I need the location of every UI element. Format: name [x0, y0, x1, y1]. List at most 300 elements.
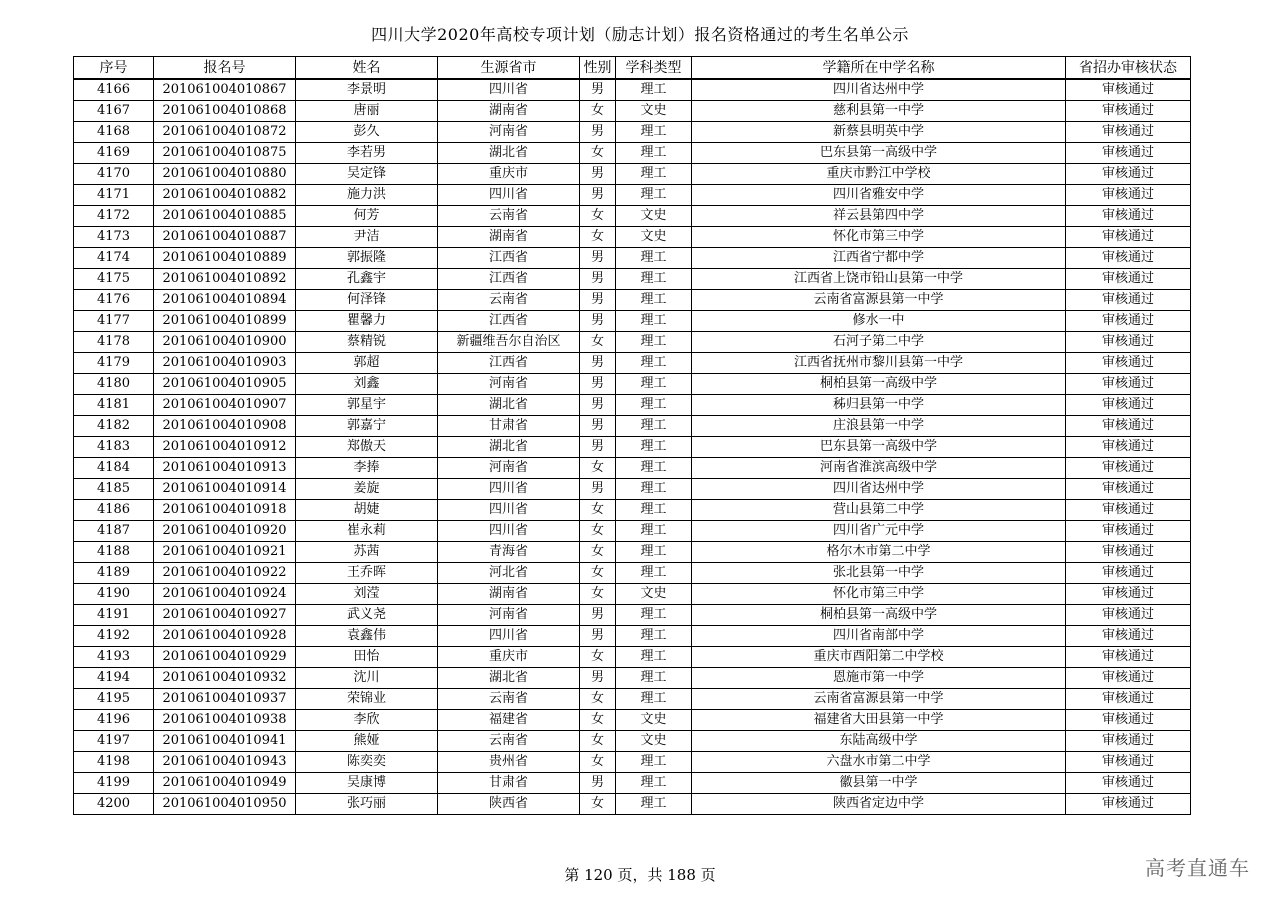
- cell-subject-type: 理工: [616, 290, 692, 311]
- cell-gender: 男: [580, 164, 616, 185]
- cell-school-name: 四川省南部中学: [692, 626, 1066, 647]
- cell-review-status: 审核通过: [1066, 206, 1191, 227]
- cell-registration-number: 201061004010920: [154, 521, 296, 542]
- cell-index: 4168: [74, 122, 154, 143]
- cell-registration-number: 201061004010908: [154, 416, 296, 437]
- cell-registration-number: 201061004010950: [154, 794, 296, 815]
- table-row: [74, 647, 1191, 668]
- cell-name: 施力洪: [296, 185, 438, 206]
- header-index: 序号: [74, 57, 154, 80]
- cell-province: 青海省: [438, 542, 580, 563]
- cell-school-name: 新蔡县明英中学: [692, 122, 1066, 143]
- cell-school-name: 河南省淮滨高级中学: [692, 458, 1066, 479]
- cell-school-name: 东陆高级中学: [692, 731, 1066, 752]
- cell-school-name: 四川省达州中学: [692, 79, 1066, 101]
- cell-subject-type: 理工: [616, 353, 692, 374]
- cell-review-status: 审核通过: [1066, 458, 1191, 479]
- cell-index: 4191: [74, 605, 154, 626]
- cell-school-name: 徽县第一中学: [692, 773, 1066, 794]
- table-row: [74, 374, 1191, 395]
- cell-gender: 男: [580, 353, 616, 374]
- cell-gender: 男: [580, 395, 616, 416]
- cell-name: 郭星宇: [296, 395, 438, 416]
- cell-province: 重庆市: [438, 164, 580, 185]
- table-row: [74, 164, 1191, 185]
- header-registration-number: 报名号: [154, 57, 296, 80]
- cell-province: 四川省: [438, 185, 580, 206]
- cell-province: 重庆市: [438, 647, 580, 668]
- cell-review-status: 审核通过: [1066, 710, 1191, 731]
- cell-index: 4190: [74, 584, 154, 605]
- cell-province: 湖南省: [438, 584, 580, 605]
- cell-index: 4187: [74, 521, 154, 542]
- cell-gender: 女: [580, 143, 616, 164]
- cell-subject-type: 理工: [616, 416, 692, 437]
- cell-name: 武义尧: [296, 605, 438, 626]
- cell-province: 湖北省: [438, 668, 580, 689]
- cell-province: 云南省: [438, 689, 580, 710]
- cell-name: 孔鑫宇: [296, 269, 438, 290]
- cell-registration-number: 201061004010932: [154, 668, 296, 689]
- cell-index: 4189: [74, 563, 154, 584]
- cell-province: 四川省: [438, 521, 580, 542]
- cell-gender: 女: [580, 101, 616, 122]
- cell-gender: 女: [580, 689, 616, 710]
- cell-subject-type: 理工: [616, 311, 692, 332]
- cell-name: 张巧丽: [296, 794, 438, 815]
- cell-registration-number: 201061004010937: [154, 689, 296, 710]
- cell-gender: 男: [580, 248, 616, 269]
- cell-index: 4193: [74, 647, 154, 668]
- table-row: [74, 584, 1191, 605]
- cell-subject-type: 文史: [616, 584, 692, 605]
- table-row: [74, 626, 1191, 647]
- table-row: [74, 752, 1191, 773]
- cell-registration-number: 201061004010880: [154, 164, 296, 185]
- cell-gender: 男: [580, 668, 616, 689]
- cell-index: 4200: [74, 794, 154, 815]
- cell-review-status: 审核通过: [1066, 143, 1191, 164]
- cell-name: 袁鑫伟: [296, 626, 438, 647]
- cell-subject-type: 文史: [616, 206, 692, 227]
- cell-school-name: 江西省上饶市铅山县第一中学: [692, 269, 1066, 290]
- cell-index: 4177: [74, 311, 154, 332]
- cell-province: 贵州省: [438, 752, 580, 773]
- header-subject-type: 学科类型: [616, 57, 692, 80]
- cell-province: 江西省: [438, 353, 580, 374]
- cell-subject-type: 文史: [616, 101, 692, 122]
- cell-review-status: 审核通过: [1066, 79, 1191, 101]
- cell-name: 郭超: [296, 353, 438, 374]
- cell-province: 云南省: [438, 290, 580, 311]
- cell-subject-type: 理工: [616, 248, 692, 269]
- cell-review-status: 审核通过: [1066, 479, 1191, 500]
- table-row: [74, 437, 1191, 458]
- cell-name: 陈奕奕: [296, 752, 438, 773]
- cell-province: 湖南省: [438, 101, 580, 122]
- cell-province: 四川省: [438, 500, 580, 521]
- cell-registration-number: 201061004010889: [154, 248, 296, 269]
- cell-school-name: 巴东县第一高级中学: [692, 143, 1066, 164]
- table-row: [74, 542, 1191, 563]
- cell-index: 4196: [74, 710, 154, 731]
- header-school-name: 学籍所在中学名称: [692, 57, 1066, 80]
- cell-province: 云南省: [438, 731, 580, 752]
- cell-review-status: 审核通过: [1066, 332, 1191, 353]
- cell-province: 新疆维吾尔自治区: [438, 332, 580, 353]
- cell-registration-number: 201061004010928: [154, 626, 296, 647]
- cell-name: 尹洁: [296, 227, 438, 248]
- cell-index: 4176: [74, 290, 154, 311]
- cell-school-name: 江西省抚州市黎川县第一中学: [692, 353, 1066, 374]
- cell-gender: 男: [580, 269, 616, 290]
- cell-name: 何泽锋: [296, 290, 438, 311]
- cell-review-status: 审核通过: [1066, 794, 1191, 815]
- table-row: [74, 773, 1191, 794]
- cell-province: 云南省: [438, 206, 580, 227]
- cell-school-name: 桐柏县第一高级中学: [692, 374, 1066, 395]
- cell-gender: 男: [580, 605, 616, 626]
- cell-review-status: 审核通过: [1066, 542, 1191, 563]
- cell-registration-number: 201061004010868: [154, 101, 296, 122]
- cell-name: 苏茜: [296, 542, 438, 563]
- cell-registration-number: 201061004010887: [154, 227, 296, 248]
- cell-gender: 女: [580, 752, 616, 773]
- cell-registration-number: 201061004010922: [154, 563, 296, 584]
- cell-gender: 女: [580, 584, 616, 605]
- cell-school-name: 四川省达州中学: [692, 479, 1066, 500]
- cell-review-status: 审核通过: [1066, 752, 1191, 773]
- cell-gender: 女: [580, 500, 616, 521]
- cell-review-status: 审核通过: [1066, 269, 1191, 290]
- cell-registration-number: 201061004010929: [154, 647, 296, 668]
- cell-name: 李若男: [296, 143, 438, 164]
- cell-registration-number: 201061004010912: [154, 437, 296, 458]
- cell-subject-type: 文史: [616, 710, 692, 731]
- cell-name: 荣锦业: [296, 689, 438, 710]
- cell-registration-number: 201061004010892: [154, 269, 296, 290]
- cell-province: 湖北省: [438, 395, 580, 416]
- cell-registration-number: 201061004010900: [154, 332, 296, 353]
- cell-subject-type: 文史: [616, 227, 692, 248]
- cell-registration-number: 201061004010894: [154, 290, 296, 311]
- cell-school-name: 福建省大田县第一中学: [692, 710, 1066, 731]
- cell-name: 蔡精锐: [296, 332, 438, 353]
- cell-province: 甘肃省: [438, 416, 580, 437]
- cell-name: 崔永莉: [296, 521, 438, 542]
- cell-review-status: 审核通过: [1066, 773, 1191, 794]
- cell-review-status: 审核通过: [1066, 437, 1191, 458]
- cell-gender: 男: [580, 479, 616, 500]
- cell-gender: 女: [580, 710, 616, 731]
- cell-review-status: 审核通过: [1066, 395, 1191, 416]
- cell-registration-number: 201061004010914: [154, 479, 296, 500]
- cell-name: 唐丽: [296, 101, 438, 122]
- cell-review-status: 审核通过: [1066, 311, 1191, 332]
- cell-gender: 女: [580, 563, 616, 584]
- cell-gender: 男: [580, 416, 616, 437]
- cell-registration-number: 201061004010885: [154, 206, 296, 227]
- cell-subject-type: 理工: [616, 794, 692, 815]
- cell-school-name: 恩施市第一中学: [692, 668, 1066, 689]
- cell-gender: 男: [580, 773, 616, 794]
- cell-index: 4184: [74, 458, 154, 479]
- cell-subject-type: 理工: [616, 689, 692, 710]
- cell-registration-number: 201061004010913: [154, 458, 296, 479]
- table-row: [74, 668, 1191, 689]
- table-row: [74, 206, 1191, 227]
- cell-name: 郑傲天: [296, 437, 438, 458]
- cell-school-name: 怀化市第三中学: [692, 227, 1066, 248]
- cell-name: 瞿馨力: [296, 311, 438, 332]
- cell-gender: 女: [580, 647, 616, 668]
- cell-province: 河南省: [438, 122, 580, 143]
- cell-subject-type: 理工: [616, 521, 692, 542]
- cell-registration-number: 201061004010903: [154, 353, 296, 374]
- cell-review-status: 审核通过: [1066, 122, 1191, 143]
- cell-gender: 女: [580, 227, 616, 248]
- cell-review-status: 审核通过: [1066, 563, 1191, 584]
- table-row: [74, 79, 1191, 101]
- cell-registration-number: 201061004010905: [154, 374, 296, 395]
- cell-school-name: 怀化市第三中学: [692, 584, 1066, 605]
- cell-name: 沈川: [296, 668, 438, 689]
- cell-registration-number: 201061004010941: [154, 731, 296, 752]
- cell-registration-number: 201061004010918: [154, 500, 296, 521]
- cell-province: 四川省: [438, 479, 580, 500]
- cell-subject-type: 理工: [616, 79, 692, 101]
- cell-province: 福建省: [438, 710, 580, 731]
- cell-name: 何芳: [296, 206, 438, 227]
- table-row: [74, 710, 1191, 731]
- table-row: [74, 731, 1191, 752]
- cell-index: 4180: [74, 374, 154, 395]
- page-title: 四川大学2020年高校专项计划（励志计划）报名资格通过的考生名单公示: [371, 25, 909, 44]
- table-row: [74, 227, 1191, 248]
- page-footer: 第 120 页，共 188 页: [564, 866, 716, 884]
- cell-registration-number: 201061004010921: [154, 542, 296, 563]
- cell-review-status: 审核通过: [1066, 416, 1191, 437]
- table-row: [74, 689, 1191, 710]
- cell-subject-type: 理工: [616, 668, 692, 689]
- cell-index: 4175: [74, 269, 154, 290]
- cell-subject-type: 理工: [616, 164, 692, 185]
- cell-review-status: 审核通过: [1066, 731, 1191, 752]
- cell-index: 4192: [74, 626, 154, 647]
- cell-index: 4183: [74, 437, 154, 458]
- cell-subject-type: 理工: [616, 437, 692, 458]
- candidate-table: [73, 56, 1191, 815]
- cell-school-name: 云南省富源县第一中学: [692, 689, 1066, 710]
- table-row: [74, 521, 1191, 542]
- cell-index: 4172: [74, 206, 154, 227]
- cell-school-name: 祥云县第四中学: [692, 206, 1066, 227]
- cell-gender: 女: [580, 542, 616, 563]
- watermark: 高考直通车: [1145, 856, 1250, 880]
- cell-index: 4166: [74, 79, 154, 101]
- table-row: [74, 269, 1191, 290]
- table-row: [74, 353, 1191, 374]
- cell-gender: 男: [580, 122, 616, 143]
- cell-subject-type: 理工: [616, 479, 692, 500]
- cell-index: 4185: [74, 479, 154, 500]
- cell-index: 4173: [74, 227, 154, 248]
- table-row: [74, 500, 1191, 521]
- cell-review-status: 审核通过: [1066, 689, 1191, 710]
- table-row: [74, 311, 1191, 332]
- cell-registration-number: 201061004010872: [154, 122, 296, 143]
- cell-school-name: 营山县第二中学: [692, 500, 1066, 521]
- cell-index: 4195: [74, 689, 154, 710]
- cell-registration-number: 201061004010924: [154, 584, 296, 605]
- cell-subject-type: 理工: [616, 374, 692, 395]
- table-row: [74, 416, 1191, 437]
- cell-subject-type: 理工: [616, 269, 692, 290]
- table-row: [74, 185, 1191, 206]
- cell-province: 湖南省: [438, 227, 580, 248]
- cell-subject-type: 文史: [616, 731, 692, 752]
- cell-index: 4174: [74, 248, 154, 269]
- cell-name: 李欣: [296, 710, 438, 731]
- cell-gender: 女: [580, 206, 616, 227]
- cell-name: 吴定锋: [296, 164, 438, 185]
- cell-name: 田怡: [296, 647, 438, 668]
- cell-index: 4197: [74, 731, 154, 752]
- cell-school-name: 四川省雅安中学: [692, 185, 1066, 206]
- cell-review-status: 审核通过: [1066, 500, 1191, 521]
- table-row: [74, 122, 1191, 143]
- cell-review-status: 审核通过: [1066, 668, 1191, 689]
- cell-name: 吴康博: [296, 773, 438, 794]
- table-row: [74, 143, 1191, 164]
- cell-gender: 男: [580, 374, 616, 395]
- cell-name: 郭嘉宁: [296, 416, 438, 437]
- header-review-status: 省招办审核状态: [1066, 57, 1191, 80]
- table-row: [74, 458, 1191, 479]
- cell-gender: 男: [580, 185, 616, 206]
- cell-review-status: 审核通过: [1066, 521, 1191, 542]
- cell-registration-number: 201061004010867: [154, 79, 296, 101]
- cell-school-name: 秭归县第一中学: [692, 395, 1066, 416]
- cell-province: 河北省: [438, 563, 580, 584]
- cell-school-name: 石河子第二中学: [692, 332, 1066, 353]
- cell-school-name: 张北县第一中学: [692, 563, 1066, 584]
- cell-subject-type: 理工: [616, 542, 692, 563]
- cell-province: 江西省: [438, 248, 580, 269]
- cell-province: 江西省: [438, 311, 580, 332]
- table-row: [74, 101, 1191, 122]
- table-row: [74, 248, 1191, 269]
- cell-review-status: 审核通过: [1066, 647, 1191, 668]
- cell-subject-type: 理工: [616, 647, 692, 668]
- cell-province: 四川省: [438, 626, 580, 647]
- cell-name: 李捧: [296, 458, 438, 479]
- cell-province: 河南省: [438, 605, 580, 626]
- cell-school-name: 巴东县第一高级中学: [692, 437, 1066, 458]
- cell-name: 李景明: [296, 79, 438, 101]
- cell-name: 姜旋: [296, 479, 438, 500]
- cell-gender: 女: [580, 332, 616, 353]
- cell-school-name: 江西省宁都中学: [692, 248, 1066, 269]
- table-header-row: [74, 57, 1191, 80]
- cell-subject-type: 理工: [616, 605, 692, 626]
- cell-review-status: 审核通过: [1066, 374, 1191, 395]
- cell-index: 4181: [74, 395, 154, 416]
- cell-review-status: 审核通过: [1066, 248, 1191, 269]
- cell-province: 江西省: [438, 269, 580, 290]
- cell-index: 4170: [74, 164, 154, 185]
- cell-school-name: 云南省富源县第一中学: [692, 290, 1066, 311]
- cell-index: 4199: [74, 773, 154, 794]
- table-row: [74, 605, 1191, 626]
- cell-school-name: 庄浪县第一中学: [692, 416, 1066, 437]
- cell-review-status: 审核通过: [1066, 605, 1191, 626]
- cell-gender: 女: [580, 731, 616, 752]
- table-row: [74, 794, 1191, 815]
- cell-school-name: 陕西省定边中学: [692, 794, 1066, 815]
- cell-gender: 男: [580, 437, 616, 458]
- cell-school-name: 慈利县第一中学: [692, 101, 1066, 122]
- cell-school-name: 桐柏县第一高级中学: [692, 605, 1066, 626]
- cell-subject-type: 理工: [616, 500, 692, 521]
- cell-review-status: 审核通过: [1066, 353, 1191, 374]
- cell-index: 4169: [74, 143, 154, 164]
- cell-subject-type: 理工: [616, 458, 692, 479]
- cell-subject-type: 理工: [616, 563, 692, 584]
- table-row: [74, 290, 1191, 311]
- cell-review-status: 审核通过: [1066, 626, 1191, 647]
- cell-subject-type: 理工: [616, 143, 692, 164]
- cell-school-name: 重庆市黔江中学校: [692, 164, 1066, 185]
- cell-registration-number: 201061004010927: [154, 605, 296, 626]
- cell-index: 4179: [74, 353, 154, 374]
- cell-gender: 女: [580, 794, 616, 815]
- cell-registration-number: 201061004010938: [154, 710, 296, 731]
- cell-subject-type: 理工: [616, 395, 692, 416]
- cell-review-status: 审核通过: [1066, 164, 1191, 185]
- header-province: 生源省市: [438, 57, 580, 80]
- cell-registration-number: 201061004010882: [154, 185, 296, 206]
- cell-school-name: 修水一中: [692, 311, 1066, 332]
- cell-school-name: 四川省广元中学: [692, 521, 1066, 542]
- cell-province: 湖北省: [438, 143, 580, 164]
- cell-review-status: 审核通过: [1066, 227, 1191, 248]
- cell-name: 刘滢: [296, 584, 438, 605]
- cell-gender: 男: [580, 626, 616, 647]
- table-row: [74, 395, 1191, 416]
- cell-index: 4194: [74, 668, 154, 689]
- cell-index: 4188: [74, 542, 154, 563]
- cell-registration-number: 201061004010875: [154, 143, 296, 164]
- cell-province: 河南省: [438, 374, 580, 395]
- cell-registration-number: 201061004010949: [154, 773, 296, 794]
- header-name: 姓名: [296, 57, 438, 80]
- header-gender: 性别: [580, 57, 616, 80]
- cell-province: 甘肃省: [438, 773, 580, 794]
- cell-province: 四川省: [438, 79, 580, 101]
- cell-subject-type: 理工: [616, 122, 692, 143]
- cell-index: 4182: [74, 416, 154, 437]
- cell-gender: 男: [580, 311, 616, 332]
- cell-subject-type: 理工: [616, 332, 692, 353]
- cell-name: 熊娅: [296, 731, 438, 752]
- cell-index: 4171: [74, 185, 154, 206]
- cell-index: 4186: [74, 500, 154, 521]
- table-row: [74, 563, 1191, 584]
- cell-registration-number: 201061004010907: [154, 395, 296, 416]
- cell-gender: 女: [580, 521, 616, 542]
- cell-gender: 男: [580, 290, 616, 311]
